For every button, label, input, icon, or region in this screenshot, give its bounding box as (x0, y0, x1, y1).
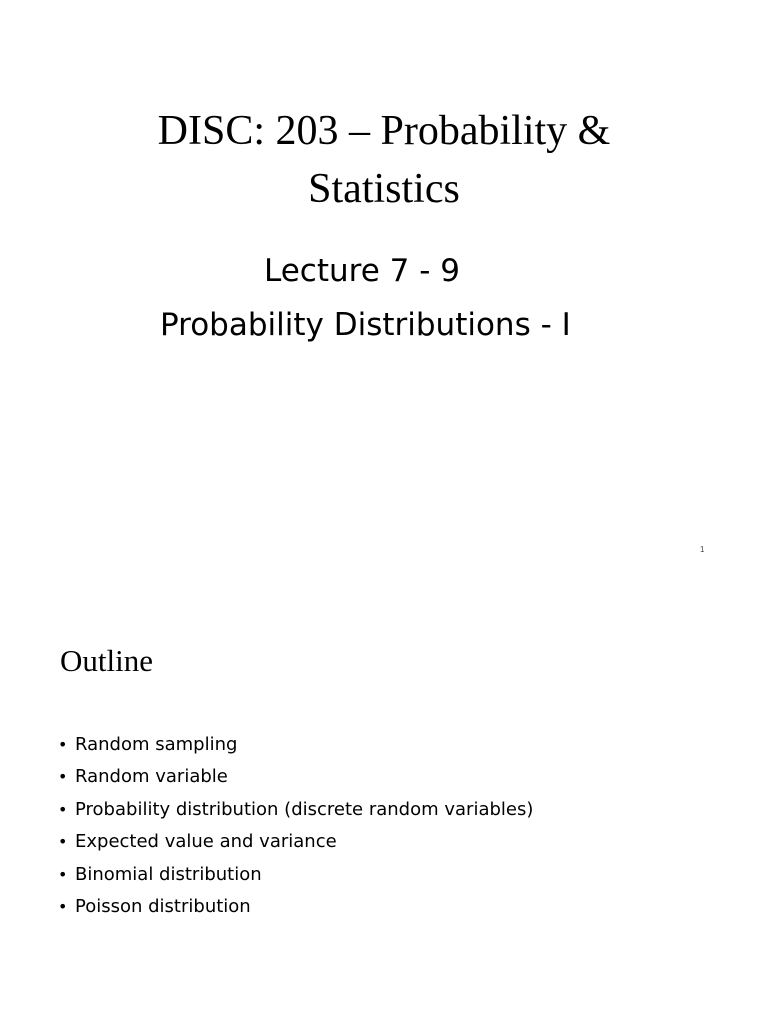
outline-list (58, 733, 533, 927)
course-title (0, 102, 768, 218)
list-item (58, 895, 533, 927)
list-item (58, 765, 533, 797)
lecture-number: Lecture 7 - 9 (264, 253, 460, 289)
list-item-text: Random sampling (75, 734, 238, 755)
slide-page-number: 1 (700, 545, 705, 554)
list-item (58, 830, 533, 862)
bullet-icon: • (58, 832, 68, 852)
list-item (58, 798, 533, 830)
course-title-line-1: DISC: 203 – Probability & (157, 108, 611, 154)
list-item-text: Probability distribution (discrete random variables) (75, 798, 534, 820)
bullet-icon: • (58, 864, 68, 884)
bullet-icon: • (58, 735, 68, 754)
course-title-line-2: Statistics (308, 166, 460, 212)
outline-title: Outline (60, 643, 153, 678)
list-item (58, 863, 533, 895)
list-item-text: Expected value and variance (75, 831, 337, 853)
list-item-text: Binomial distribution (75, 863, 262, 885)
outline-slide (0, 585, 768, 1024)
bullet-icon: • (58, 767, 68, 787)
bullet-icon: • (58, 799, 68, 819)
list-item-text: Random variable (75, 766, 228, 788)
lecture-topic: Probability Distributions - I (160, 307, 571, 343)
bullet-icon: • (58, 896, 68, 916)
list-item (58, 733, 533, 765)
list-item-text: Poisson distribution (75, 895, 251, 917)
